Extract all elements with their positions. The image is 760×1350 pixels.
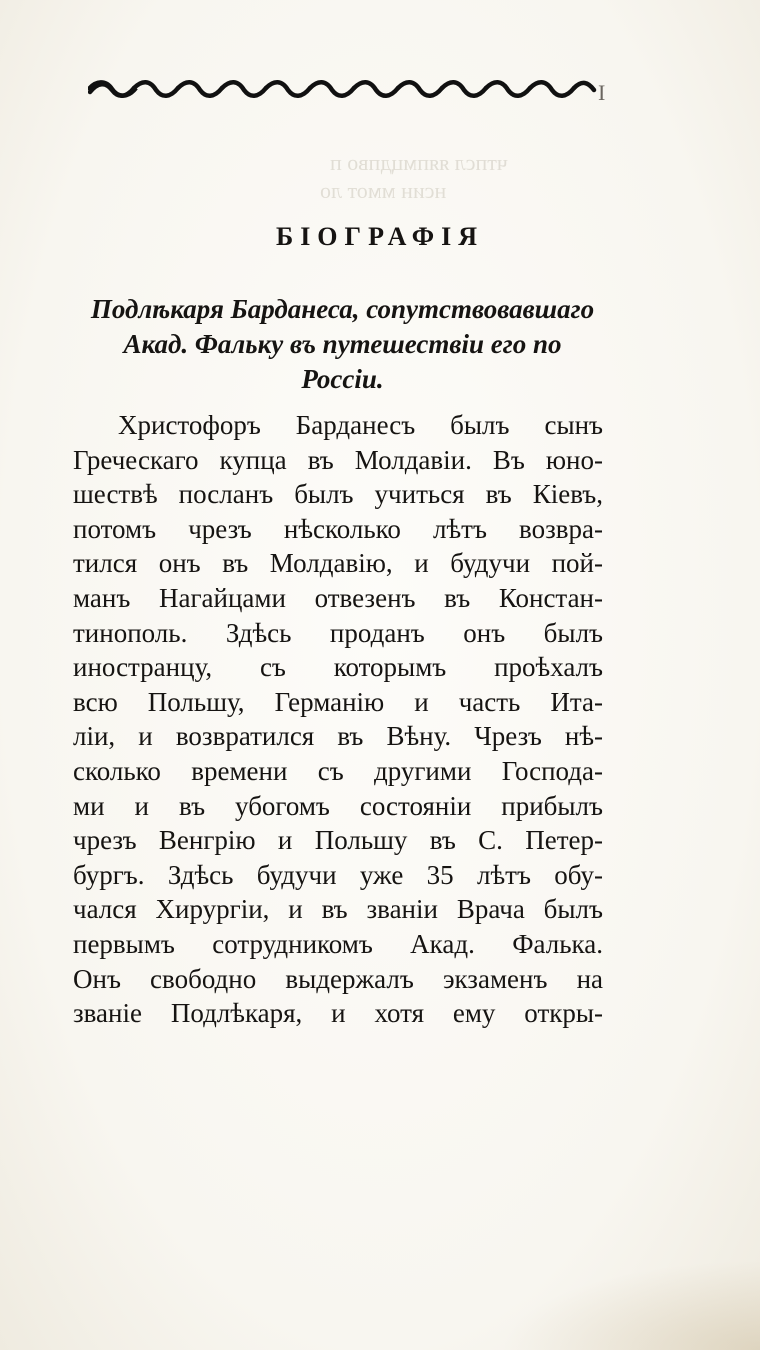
bleed-through-text: нсин ммот ло — [320, 178, 447, 203]
text-line: чрезъ Венгрiю и Польшу въ С. Петер- — [73, 825, 603, 856]
text-line: тился онъ въ Молдавiю, и будучи пой- — [73, 548, 603, 579]
text-line: тинополь. Здѣсь проданъ онъ былъ — [73, 617, 603, 648]
decorative-ornament-rule — [88, 74, 600, 104]
text-line: чался Хирургiи, и въ званiи Врача былъ — [73, 894, 603, 925]
paper-stain — [500, 1260, 760, 1350]
body-paragraph — [73, 408, 603, 1031]
text-line: всю Польшу, Германiю и часть Ита- — [73, 686, 603, 717]
text-line: бургъ. Здѣсь будучи уже 35 лѣтъ обу- — [73, 859, 603, 890]
subtitle — [70, 292, 615, 397]
text-line: первымъ сотрудникомъ Акад. Фалька. — [73, 928, 603, 959]
text-line: потомъ чрезъ нѣсколько лѣтъ возвра- — [73, 513, 603, 544]
page-title: БIОГРАФIЯ — [276, 222, 484, 251]
text-line: Греческаго купца въ Молдавiи. Въ юно- — [73, 444, 603, 475]
subtitle-line: Подлѣкаря Барданеса, сопутствовавшаго — [90, 294, 595, 324]
text-line: званiе Подлѣкаря, и хотя ему откры- — [73, 998, 603, 1029]
text-line: лiи, и возвратился въ Вѣну. Чрезъ нѣ- — [73, 721, 603, 752]
subtitle-line: Акад. Фалькy въ путешествiи его по — [123, 329, 562, 359]
page-number: I — [598, 80, 606, 105]
text-line: Христофоръ Барданесъ былъ сынъ — [118, 410, 603, 440]
text-line: Онъ свободно выдержалъ экзаменъ на — [73, 963, 603, 994]
subtitle-line: Россiи. — [301, 364, 384, 394]
text-line: ми и въ убогомъ состоянiи прибылъ — [73, 790, 603, 821]
bleed-through-text: чтпcл яяпмцдпво п — [330, 150, 508, 175]
text-line: иностранцу, съ которымъ проѣхалъ — [73, 652, 603, 683]
text-line: сколько времени съ другими Господа- — [73, 755, 603, 786]
text-line: шествѣ посланъ былъ учиться въ Кiевъ, — [73, 479, 603, 510]
text-line: манъ Нагайцами отвезенъ въ Констан- — [73, 582, 603, 613]
